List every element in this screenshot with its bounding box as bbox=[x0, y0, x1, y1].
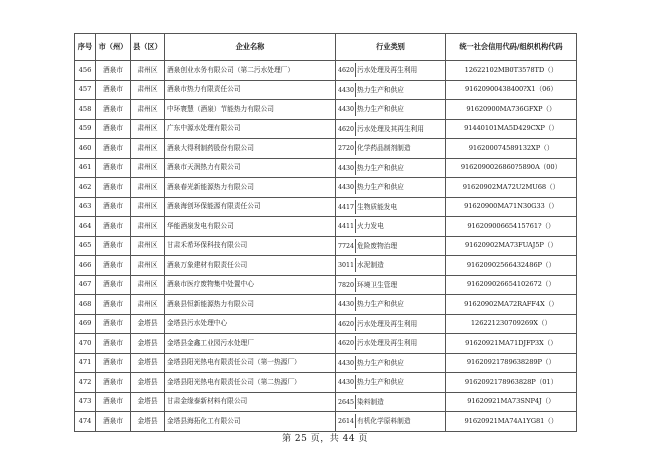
industry-name: 热力生产和供应 bbox=[357, 105, 404, 114]
row-credit-code: 91620900MA71N30G33（） bbox=[446, 197, 577, 217]
row-county: 肃州区 bbox=[131, 80, 165, 100]
row-industry bbox=[336, 412, 446, 432]
table-row bbox=[75, 119, 577, 139]
row-credit-code: 91620900665415761?（） bbox=[446, 217, 577, 237]
row-credit-code: 91620902MA73FUAJ5P（） bbox=[446, 236, 577, 256]
table-row bbox=[75, 412, 577, 432]
row-industry bbox=[336, 119, 446, 139]
industry-code: 4411 bbox=[338, 223, 355, 231]
row-industry bbox=[336, 314, 446, 334]
industry-divider bbox=[355, 414, 356, 428]
industry-divider bbox=[355, 395, 356, 409]
row-county: 金塔县 bbox=[131, 373, 165, 393]
row-credit-code: 91620921MA74A1YG81（） bbox=[446, 412, 577, 432]
industry-divider bbox=[355, 180, 356, 194]
industry-name: 污水处理及再生利用 bbox=[357, 319, 418, 328]
row-no: 461 bbox=[75, 158, 96, 178]
industry-code: 4620 bbox=[338, 340, 355, 348]
industry-name: 化学药品制剂制造 bbox=[357, 144, 411, 153]
row-company: 酒泉大得利制药股份有限公司 bbox=[165, 139, 336, 159]
industry-code: 4620 bbox=[338, 320, 355, 328]
row-county: 肃州区 bbox=[131, 178, 165, 198]
industry-name: 有机化学原料制造 bbox=[357, 417, 411, 426]
industry-name: 生物质能发电 bbox=[357, 202, 398, 211]
industry-divider bbox=[355, 356, 356, 370]
industry-divider bbox=[355, 317, 356, 331]
industry-code: 4430 bbox=[338, 301, 355, 309]
industry-code: 7724 bbox=[338, 242, 355, 250]
industry-code: 4430 bbox=[338, 184, 355, 192]
row-no: 462 bbox=[75, 178, 96, 198]
industry-code: 4620 bbox=[338, 67, 355, 75]
table-row bbox=[75, 100, 577, 120]
table-header-row bbox=[75, 34, 577, 61]
document-sheet bbox=[74, 33, 576, 432]
table-row bbox=[75, 197, 577, 217]
row-industry bbox=[336, 275, 446, 295]
row-county: 金塔县 bbox=[131, 412, 165, 432]
row-city: 酒泉市 bbox=[96, 119, 131, 139]
row-city: 酒泉市 bbox=[96, 100, 131, 120]
row-county: 肃州区 bbox=[131, 295, 165, 315]
row-city: 酒泉市 bbox=[96, 334, 131, 354]
row-no: 463 bbox=[75, 197, 96, 217]
industry-divider bbox=[355, 239, 356, 253]
row-credit-code: 91620902MA72RAFF4X（） bbox=[446, 295, 577, 315]
table-row bbox=[75, 334, 577, 354]
row-county: 肃州区 bbox=[131, 158, 165, 178]
industry-divider bbox=[355, 200, 356, 214]
row-company: 甘肃禾希环保科技有限公司 bbox=[165, 236, 336, 256]
row-city: 酒泉市 bbox=[96, 178, 131, 198]
header-no: 序号 bbox=[75, 34, 96, 61]
row-company: 酒泉市热力有限责任公司 bbox=[165, 80, 336, 100]
row-industry bbox=[336, 217, 446, 237]
row-city: 酒泉市 bbox=[96, 217, 131, 237]
industry-code: 4620 bbox=[338, 125, 355, 133]
industry-divider bbox=[355, 219, 356, 233]
row-city: 酒泉市 bbox=[96, 392, 131, 412]
industry-code: 7820 bbox=[338, 281, 355, 289]
row-industry bbox=[336, 197, 446, 217]
row-credit-code: 126221230709269X（） bbox=[446, 314, 577, 334]
industry-code: 4430 bbox=[338, 164, 355, 172]
header-code: 统一社会信用代码/组织机构代码 bbox=[446, 34, 577, 61]
row-county: 肃州区 bbox=[131, 197, 165, 217]
row-no: 458 bbox=[75, 100, 96, 120]
row-county: 肃州区 bbox=[131, 256, 165, 276]
table-row bbox=[75, 373, 577, 393]
industry-name: 热力生产和供应 bbox=[357, 300, 404, 309]
industry-name: 热力生产和供应 bbox=[357, 358, 404, 367]
row-no: 465 bbox=[75, 236, 96, 256]
industry-divider bbox=[355, 375, 356, 389]
row-city: 酒泉市 bbox=[96, 373, 131, 393]
row-industry bbox=[336, 353, 446, 373]
row-industry bbox=[336, 392, 446, 412]
row-county: 肃州区 bbox=[131, 217, 165, 237]
table-row bbox=[75, 392, 577, 412]
row-no: 473 bbox=[75, 392, 96, 412]
row-city: 酒泉市 bbox=[96, 197, 131, 217]
row-city: 酒泉市 bbox=[96, 80, 131, 100]
row-company: 酒泉海创环保能源有限责任公司 bbox=[165, 197, 336, 217]
row-county: 金塔县 bbox=[131, 314, 165, 334]
industry-name: 污水处理及再生利用 bbox=[357, 66, 418, 75]
row-county: 金塔县 bbox=[131, 353, 165, 373]
header-company: 企业名称 bbox=[165, 34, 336, 61]
page-number-footer: 第 25 页，共 44 页 bbox=[282, 434, 368, 444]
industry-code: 4430 bbox=[338, 379, 355, 387]
industry-code: 4430 bbox=[338, 86, 355, 94]
row-city: 酒泉市 bbox=[96, 295, 131, 315]
row-company: 酒泉万象建材有限责任公司 bbox=[165, 256, 336, 276]
row-credit-code: 91620921MA73SNP4J（） bbox=[446, 392, 577, 412]
row-industry bbox=[336, 373, 446, 393]
table-row bbox=[75, 295, 577, 315]
company-table bbox=[74, 33, 577, 432]
industry-code: 4430 bbox=[338, 106, 355, 114]
industry-name: 热力生产和供应 bbox=[357, 85, 404, 94]
table-row bbox=[75, 275, 577, 295]
row-county: 肃州区 bbox=[131, 275, 165, 295]
header-industry: 行业类别 bbox=[336, 34, 446, 61]
row-industry bbox=[336, 295, 446, 315]
row-industry bbox=[336, 236, 446, 256]
row-county: 肃州区 bbox=[131, 100, 165, 120]
row-credit-code: 91620921MA71DJFP3X（） bbox=[446, 334, 577, 354]
row-industry bbox=[336, 61, 446, 81]
row-company: 酒泉县恒新能源热力有限公司 bbox=[165, 295, 336, 315]
row-no: 464 bbox=[75, 217, 96, 237]
header-city: 市（州） bbox=[96, 34, 131, 61]
industry-code: 3011 bbox=[338, 262, 355, 270]
row-industry bbox=[336, 334, 446, 354]
row-city: 酒泉市 bbox=[96, 158, 131, 178]
industry-divider bbox=[355, 258, 356, 272]
row-company: 中环寰慧（酒泉）节能热力有限公司 bbox=[165, 100, 336, 120]
row-no: 460 bbox=[75, 139, 96, 159]
table-row bbox=[75, 80, 577, 100]
row-no: 472 bbox=[75, 373, 96, 393]
industry-name: 火力发电 bbox=[357, 222, 384, 231]
industry-name: 染料制造 bbox=[357, 397, 384, 406]
row-industry bbox=[336, 100, 446, 120]
row-company: 酒泉市天润热力有限公司 bbox=[165, 158, 336, 178]
industry-name: 热力生产和供应 bbox=[357, 183, 404, 192]
industry-name: 污水处理及再生利用 bbox=[357, 339, 418, 348]
row-credit-code: 91440101MA5D429CXP（） bbox=[446, 119, 577, 139]
row-no: 467 bbox=[75, 275, 96, 295]
row-company: 金塔县阳光热电有限责任公司（第二热源厂） bbox=[165, 373, 336, 393]
header-county: 县（区） bbox=[131, 34, 165, 61]
industry-divider bbox=[355, 141, 356, 155]
industry-divider bbox=[355, 63, 356, 77]
row-no: 456 bbox=[75, 61, 96, 81]
row-no: 457 bbox=[75, 80, 96, 100]
industry-divider bbox=[355, 297, 356, 311]
row-credit-code: 91620921789638289P（） bbox=[446, 353, 577, 373]
table-row bbox=[75, 158, 577, 178]
row-company: 甘肃金缘泰新材料有限公司 bbox=[165, 392, 336, 412]
row-company: 金塔县污水处理中心 bbox=[165, 314, 336, 334]
row-no: 466 bbox=[75, 256, 96, 276]
row-company: 广东中源水处理有限公司 bbox=[165, 119, 336, 139]
row-county: 金塔县 bbox=[131, 392, 165, 412]
industry-code: 2614 bbox=[338, 418, 355, 426]
row-credit-code: 916200074589132XP（） bbox=[446, 139, 577, 159]
row-no: 474 bbox=[75, 412, 96, 432]
row-company: 金塔县阳光热电有限责任公司（第一热源厂） bbox=[165, 353, 336, 373]
industry-name: 危险废物治理 bbox=[357, 241, 398, 250]
industry-code: 4430 bbox=[338, 359, 355, 367]
industry-divider bbox=[355, 278, 356, 292]
industry-divider bbox=[355, 83, 356, 97]
row-county: 肃州区 bbox=[131, 119, 165, 139]
industry-name: 热力生产和供应 bbox=[357, 163, 404, 172]
row-no: 470 bbox=[75, 334, 96, 354]
row-city: 酒泉市 bbox=[96, 412, 131, 432]
row-industry bbox=[336, 80, 446, 100]
row-city: 酒泉市 bbox=[96, 61, 131, 81]
row-credit-code: 91620900438400?X1（06） bbox=[446, 80, 577, 100]
row-city: 酒泉市 bbox=[96, 256, 131, 276]
table-row bbox=[75, 256, 577, 276]
industry-divider bbox=[355, 122, 356, 136]
row-credit-code: 916209026654102672（） bbox=[446, 275, 577, 295]
industry-name: 环境卫生管理 bbox=[357, 280, 398, 289]
row-no: 471 bbox=[75, 353, 96, 373]
row-county: 金塔县 bbox=[131, 334, 165, 354]
industry-name: 热力生产和供应 bbox=[357, 378, 404, 387]
row-industry bbox=[336, 158, 446, 178]
row-credit-code: 91620900MA736GFXP（） bbox=[446, 100, 577, 120]
row-city: 酒泉市 bbox=[96, 275, 131, 295]
industry-divider bbox=[355, 336, 356, 350]
row-city: 酒泉市 bbox=[96, 314, 131, 334]
industry-name: 污水处理及其再生利用 bbox=[357, 124, 424, 133]
industry-code: 4417 bbox=[338, 203, 355, 211]
row-credit-code: 9162092178963828P（01） bbox=[446, 373, 577, 393]
industry-code: 2645 bbox=[338, 398, 355, 406]
row-company: 金塔县海拓化工有限公司 bbox=[165, 412, 336, 432]
table-row bbox=[75, 236, 577, 256]
row-company: 酒泉市医疗废物集中处置中心 bbox=[165, 275, 336, 295]
row-industry bbox=[336, 178, 446, 198]
industry-divider bbox=[355, 102, 356, 116]
table-row bbox=[75, 314, 577, 334]
table-body bbox=[75, 61, 577, 432]
row-company: 酒泉创业水务有限公司（第二污水处理厂） bbox=[165, 61, 336, 81]
row-county: 肃州区 bbox=[131, 61, 165, 81]
row-county: 肃州区 bbox=[131, 139, 165, 159]
row-city: 酒泉市 bbox=[96, 139, 131, 159]
industry-divider bbox=[355, 161, 356, 175]
row-city: 酒泉市 bbox=[96, 236, 131, 256]
row-industry bbox=[336, 256, 446, 276]
row-company: 华能酒泉发电有限公司 bbox=[165, 217, 336, 237]
row-company: 金塔县金鑫工业园污水处理厂 bbox=[165, 334, 336, 354]
industry-code: 2720 bbox=[338, 145, 355, 153]
row-no: 468 bbox=[75, 295, 96, 315]
row-company: 酒泉春光新能源热力有限公司 bbox=[165, 178, 336, 198]
industry-name: 水泥制造 bbox=[357, 261, 384, 270]
row-no: 459 bbox=[75, 119, 96, 139]
row-industry bbox=[336, 139, 446, 159]
table-row bbox=[75, 61, 577, 81]
row-credit-code: 12622102MB0T3578TD（） bbox=[446, 61, 577, 81]
table-row bbox=[75, 353, 577, 373]
row-credit-code: 91620902MA72U2MU68（） bbox=[446, 178, 577, 198]
row-city: 酒泉市 bbox=[96, 353, 131, 373]
table-row bbox=[75, 217, 577, 237]
row-no: 469 bbox=[75, 314, 96, 334]
row-credit-code: 91620902566432486P（） bbox=[446, 256, 577, 276]
table-row bbox=[75, 139, 577, 159]
table-row bbox=[75, 178, 577, 198]
row-county: 肃州区 bbox=[131, 236, 165, 256]
row-credit-code: 9162090026860?5890A（00） bbox=[446, 158, 577, 178]
